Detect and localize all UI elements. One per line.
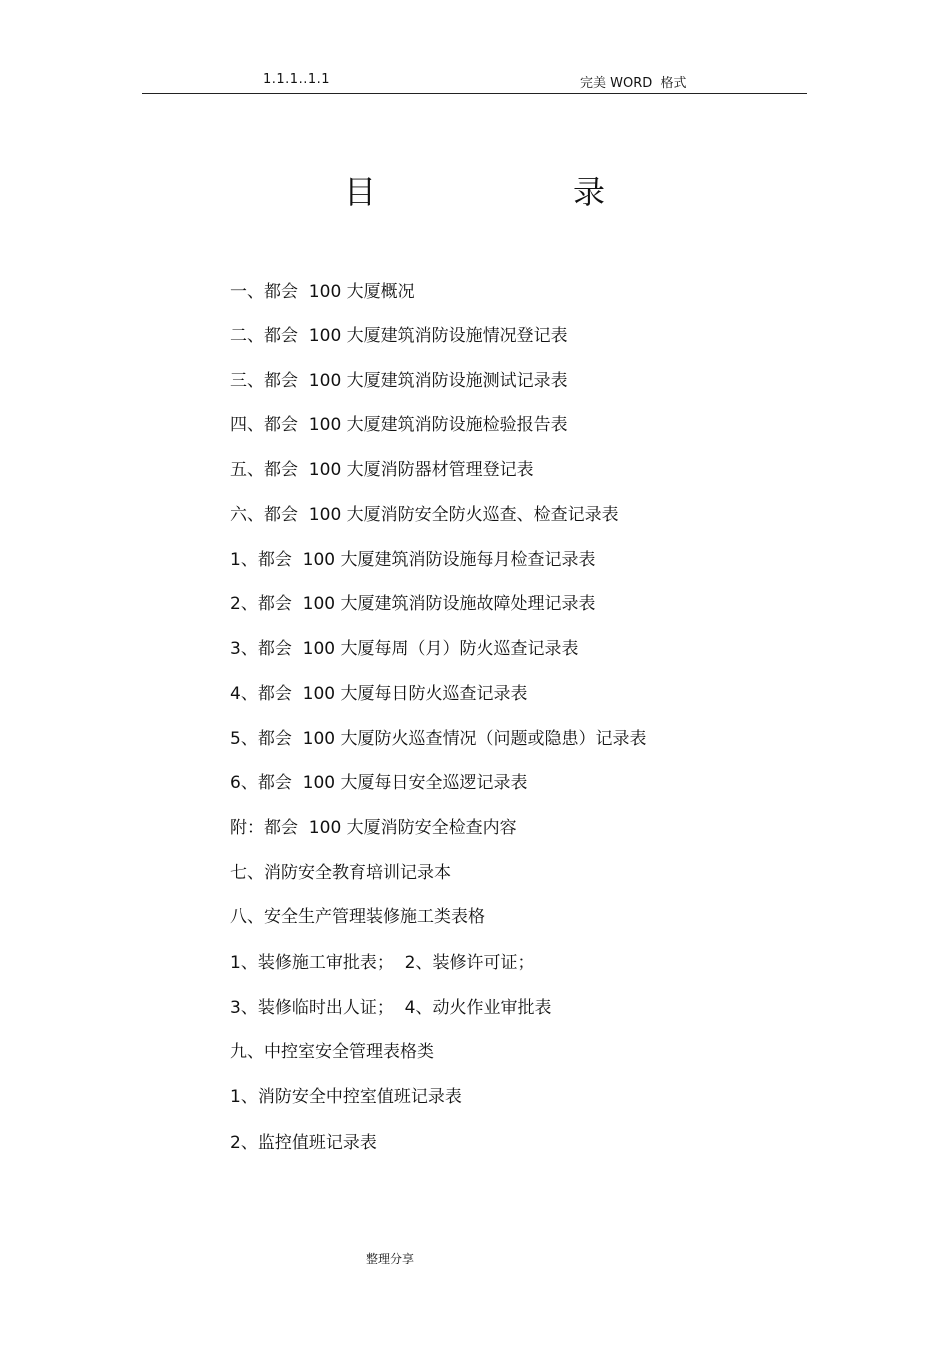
toc-item: 2、监控值班记录表 [230, 1133, 377, 1153]
toc-item: 五、都会 100 大厦消防器材管理登记表 [230, 460, 534, 480]
toc-item: 3、装修临时出人证； 4、动火作业审批表 [230, 998, 552, 1018]
toc-item: 6、都会 100 大厦每日安全巡逻记录表 [230, 773, 528, 793]
toc-item: 一、都会 100 大厦概况 [230, 282, 415, 302]
toc-item: 1、装修施工审批表； 2、装修许可证； [230, 953, 535, 973]
page-title-char-1: 目 [344, 173, 377, 211]
toc-item: 七、消防安全教育培训记录本 [230, 863, 451, 883]
footer-text: 整理分享 [366, 1252, 415, 1266]
toc-item: 三、都会 100 大厦建筑消防设施测试记录表 [230, 371, 568, 391]
toc-item: 四、都会 100 大厦建筑消防设施检验报告表 [230, 415, 568, 435]
page-title-char-2: 录 [573, 173, 606, 211]
toc-item: 3、都会 100 大厦每周（月）防火巡查记录表 [230, 639, 579, 659]
toc-item: 2、都会 100 大厦建筑消防设施故障处理记录表 [230, 594, 596, 614]
toc-item: 八、安全生产管理装修施工类表格 [230, 907, 485, 927]
toc-item: 1、消防安全中控室值班记录表 [230, 1087, 462, 1107]
header-divider [142, 93, 807, 94]
header-left-text: 1.1.1..1.1 [263, 72, 331, 87]
toc-item: 1、都会 100 大厦建筑消防设施每月检查记录表 [230, 550, 596, 570]
toc-item: 4、都会 100 大厦每日防火巡查记录表 [230, 684, 528, 704]
toc-item: 二、都会 100 大厦建筑消防设施情况登记表 [230, 326, 568, 346]
toc-item: 九、中控室安全管理表格类 [230, 1042, 434, 1062]
toc-item: 六、都会 100 大厦消防安全防火巡查、检查记录表 [230, 505, 619, 525]
toc-item: 5、都会 100 大厦防火巡查情况（问题或隐患）记录表 [230, 729, 647, 749]
header-right-text: 完美 WORD 格式 [580, 76, 687, 91]
toc-item: 附：都会 100 大厦消防安全检查内容 [230, 818, 517, 838]
